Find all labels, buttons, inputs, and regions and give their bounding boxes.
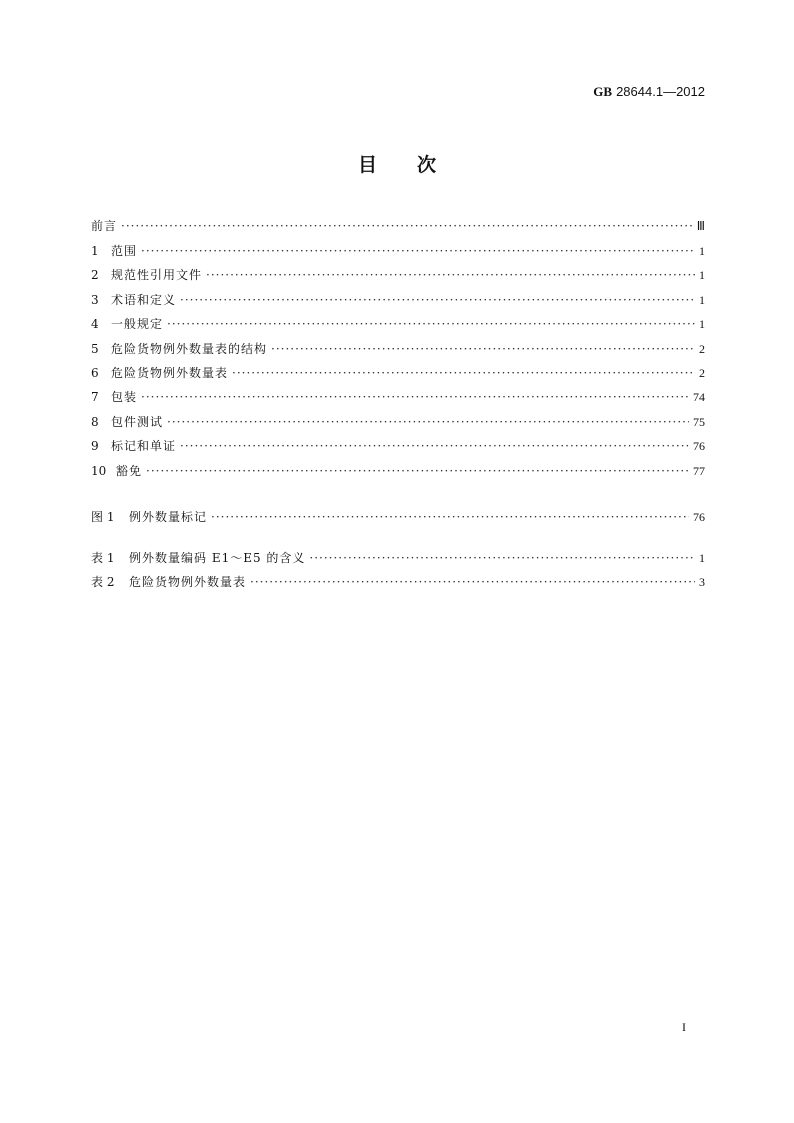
entry-title: 规范性引用文件 [111, 268, 203, 282]
entry-page: 74 [693, 390, 705, 404]
toc-entry[interactable] [91, 438, 705, 454]
standard-prefix: GB [593, 84, 613, 99]
dot-leader [250, 574, 695, 590]
entry-page: Ⅲ [696, 219, 705, 233]
dot-leader [167, 316, 695, 332]
entry-title: 例外数量编码 E1～E5 的含义 [129, 551, 306, 565]
entry-page: 1 [699, 268, 705, 282]
entry-title: 危险货物例外数量表 [111, 366, 229, 380]
entry-page: 2 [699, 342, 705, 356]
dot-leader [141, 243, 695, 259]
entry-number: 8 [91, 415, 99, 429]
entry-number: 1 [91, 244, 99, 258]
entry-title: 例外数量标记 [129, 510, 208, 524]
standard-number [593, 84, 705, 100]
entry-title: 危险货物例外数量表 [129, 575, 247, 589]
dot-leader [211, 509, 689, 525]
toc-entry[interactable] [91, 574, 705, 590]
dot-leader [167, 414, 689, 430]
entry-number: 2 [91, 268, 99, 282]
dot-leader [206, 267, 695, 283]
toc-entry[interactable] [91, 341, 705, 357]
toc-entry[interactable] [91, 218, 705, 234]
toc-entry[interactable] [91, 389, 705, 405]
entry-number: 3 [91, 293, 99, 307]
entry-title: 豁免 [116, 464, 143, 478]
dot-leader [180, 438, 689, 454]
entry-number: 9 [91, 439, 99, 453]
dot-leader [141, 389, 689, 405]
dot-leader [146, 463, 689, 479]
dot-leader [271, 341, 695, 357]
toc-entry[interactable] [91, 414, 705, 430]
dot-leader [121, 218, 693, 234]
entry-title: 标记和单证 [111, 439, 177, 453]
entry-number: 10 [91, 464, 107, 478]
toc-entry[interactable] [91, 316, 705, 332]
toc-entry[interactable] [91, 550, 705, 566]
entry-number: 4 [91, 317, 99, 331]
entry-page: 75 [693, 415, 705, 429]
entry-page: 76 [693, 510, 705, 524]
entry-number: 7 [91, 390, 99, 404]
entry-title: 前言 [91, 219, 118, 233]
toc-entry[interactable] [91, 509, 705, 525]
entry-number: 表 2 [91, 575, 115, 589]
entry-number: 图 1 [91, 510, 115, 524]
toc-entry[interactable] [91, 243, 705, 259]
entry-title: 范围 [111, 244, 138, 258]
entry-title: 包件测试 [111, 415, 164, 429]
toc-entry[interactable] [91, 292, 705, 308]
entry-title: 一般规定 [111, 317, 164, 331]
entry-page: 76 [693, 439, 705, 453]
page-number: I [682, 1020, 686, 1034]
entry-page: 1 [699, 317, 705, 331]
entry-number: 6 [91, 366, 99, 380]
dot-leader [232, 365, 695, 381]
entry-page: 1 [699, 293, 705, 307]
entry-title: 包装 [111, 390, 138, 404]
dot-leader [180, 292, 695, 308]
toc-entry[interactable] [91, 267, 705, 283]
dot-leader [309, 550, 695, 566]
entry-title: 术语和定义 [111, 293, 177, 307]
entry-page: 1 [699, 244, 705, 258]
entry-page: 3 [699, 575, 705, 589]
toc-entry[interactable] [91, 463, 705, 479]
entry-page: 77 [693, 464, 705, 478]
entry-page: 1 [699, 551, 705, 565]
entry-page: 2 [699, 366, 705, 380]
toc-entry[interactable] [91, 365, 705, 381]
entry-number: 表 1 [91, 551, 115, 565]
entry-title: 危险货物例外数量表的结构 [111, 342, 268, 356]
entry-number: 5 [91, 342, 99, 356]
standard-code: 28644.1—2012 [616, 84, 705, 99]
page-title: 目次 [357, 154, 476, 176]
